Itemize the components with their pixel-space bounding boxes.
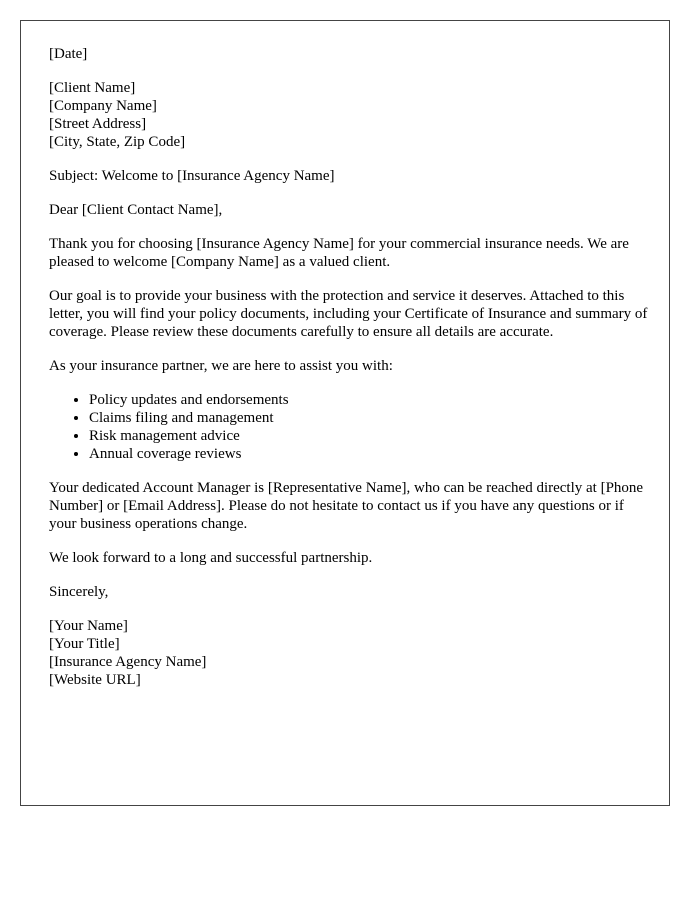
signature-name: [Your Name]: [49, 618, 128, 634]
list-item: • Annual coverage reviews: [89, 445, 649, 463]
letter-paragraph-assist: As your insurance partner, we are here to assist you with:: [49, 358, 393, 374]
list-item: • Policy updates and endorsements: [89, 391, 649, 409]
letter-paragraph-account-manager: Your dedicated Account Manager is [Representative Name], who can be reached directly at [Phone Number] or [Email Address]. Please do not hesitate to contact us if you have any questions or if your business operations change.: [49, 480, 644, 532]
letter-paragraph-documents: Our goal is to provide your business with the protection and service it deserves. Attached to this letter, you will find your policy documents, including your Certificate of Insurance and summary of coverage. Please review these documents carefully to ensure all details are accurate.: [49, 288, 648, 340]
signature-title: [Your Title]: [49, 636, 120, 652]
letter-date: [Date]: [49, 46, 88, 62]
recipient-client-name: [Client Name]: [49, 80, 136, 96]
list-item: • Risk management advice: [89, 427, 649, 445]
recipient-city-state-zip: [City, State, Zip Code]: [49, 134, 186, 150]
letter-subject: Subject: Welcome to [Insurance Agency Name]: [49, 168, 335, 184]
letter-closing: Sincerely,: [49, 584, 109, 600]
recipient-street-address: [Street Address]: [49, 116, 147, 132]
letter-paragraph-welcome: Thank you for choosing [Insurance Agency Name] for your commercial insurance needs. We are pleased to welcome [Company Name] as a valued client.: [49, 236, 629, 270]
letter-document: [20, 20, 670, 806]
letter-paragraph-closing-remark: We look forward to a long and successful partnership.: [49, 550, 373, 566]
list-item: • Claims filing and management: [89, 409, 649, 427]
services-list: [49, 391, 649, 463]
recipient-address: [49, 79, 649, 151]
signature-website: [Website URL]: [49, 672, 141, 688]
recipient-company-name: [Company Name]: [49, 98, 157, 114]
signature-block: [49, 617, 649, 689]
letter-salutation: Dear [Client Contact Name],: [49, 202, 223, 218]
signature-agency: [Insurance Agency Name]: [49, 654, 207, 670]
